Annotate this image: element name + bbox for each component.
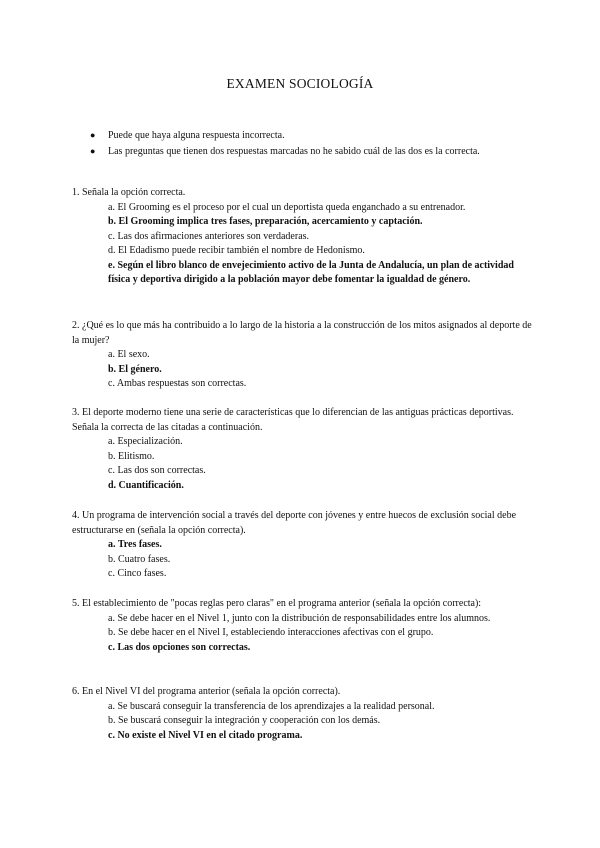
question-stem: 1. Señala la opción correcta.	[72, 187, 186, 198]
question-5	[72, 597, 532, 655]
question-option: a. El sexo.	[108, 349, 150, 360]
question-option-marked: b. El género.	[108, 363, 162, 375]
note-item	[90, 128, 550, 144]
note-item	[90, 144, 550, 160]
question-stem: 5. El establecimiento de "pocas reglas pero claras" en el programa anterior (señala la opción correcta):	[72, 598, 482, 609]
question-option: a. Especialización.	[108, 436, 183, 447]
question-option: b. Cuatro fases.	[108, 553, 171, 565]
question-option-marked: b. El Grooming implica tres fases, preparación, acercamiento y captación.	[108, 216, 423, 227]
question-stem: 4. Un programa de intervención social a través del deporte con jóvenes y entre huecos de exclusión social debe estructurarse en (señala la opción correcta).	[72, 510, 517, 536]
question-option-marked: c. No existe el Nivel VI en el citado programa.	[108, 729, 303, 741]
question-option: b. Elitismo.	[108, 450, 155, 462]
question-option: c. Las dos afirmaciones anteriores son verdaderas.	[108, 230, 310, 242]
bullet-icon: ●	[90, 145, 96, 156]
question-6	[72, 685, 532, 743]
question-option: c. Ambas respuestas son correctas.	[108, 378, 247, 389]
page-title: EXAMEN SOCIOLOGÍA	[226, 76, 374, 91]
question-option-marked: d. Cuantificación.	[108, 479, 184, 491]
bullet-icon: ●	[90, 130, 96, 140]
question-2	[72, 319, 532, 392]
question-option: c. Cinco fases.	[108, 568, 167, 579]
question-3	[72, 406, 532, 493]
notes-list	[90, 128, 550, 159]
question-option: a. Se debe hacer en el Nivel 1, junto con la distribución de responsabilidades entre los alumnos.	[108, 612, 491, 624]
question-option: b. Se buscará conseguir la integración y cooperación con los demás.	[108, 715, 381, 726]
question-option-marked: a. Tres fases.	[108, 539, 162, 550]
question-option-marked: e. Según el libro blanco de envejecimiento activo de la Junta de Andalucía, un plan de actividad física y deportiva dirigido a la población mayor debe fomentar la igualdad de género.	[108, 259, 514, 285]
question-option: b. Se debe hacer en el Nivel I, estableciendo interacciones afectivas con el grupo.	[108, 627, 434, 638]
question-1	[72, 186, 532, 288]
question-stem: 3. El deporte moderno tiene una serie de características que lo diferencian de las antiguas prácticas deportivas. Señala la correcta de las citadas a continuación.	[72, 407, 514, 433]
question-stem: 6. En el Nivel VI del programa anterior (señala la opción correcta).	[72, 686, 341, 697]
question-option-marked: c. Las dos opciones son correctas.	[108, 641, 251, 653]
question-option: a. El Grooming es el proceso por el cual un deportista queda enganchado a su entrenador.	[108, 201, 466, 213]
question-4	[72, 509, 532, 582]
question-option: a. Se buscará conseguir la transferencia de los aprendizajes a la realidad personal.	[108, 700, 435, 712]
question-option: c. Las dos son correctas.	[108, 465, 206, 476]
note-text: Las preguntas que tienen dos respuestas marcadas no he sabido cuál de las dos es la correcta.	[108, 145, 480, 157]
question-stem: 2. ¿Qué es lo que más ha contribuido a lo largo de la historia a la construcción de los mitos asignados al deporte de la mujer?	[72, 320, 532, 346]
question-option: d. El Edadismo puede recibir también el nombre de Hedonismo.	[108, 245, 365, 256]
note-text: Puede que haya alguna respuesta incorrecta.	[108, 130, 285, 141]
